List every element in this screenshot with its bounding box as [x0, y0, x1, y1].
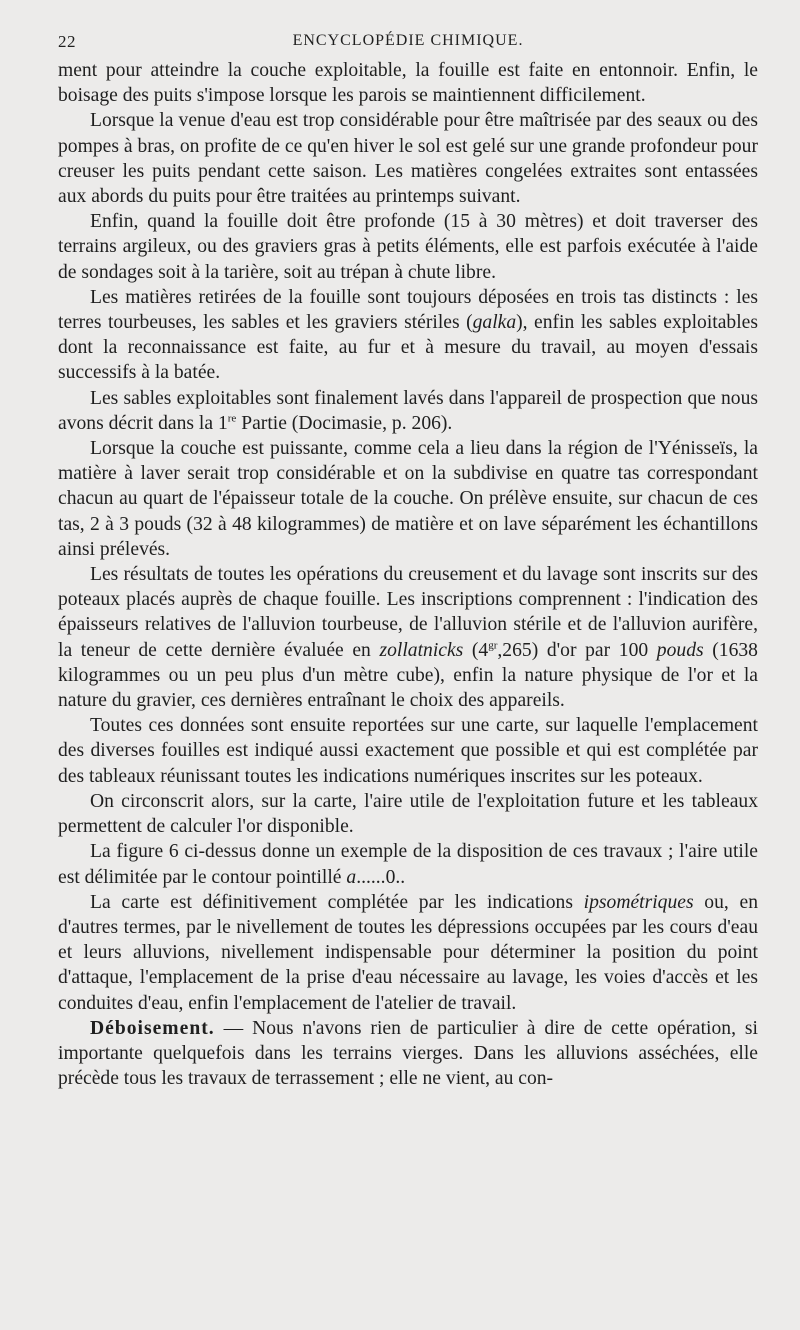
text-run: Partie (Docimasie, p. 206). [236, 412, 453, 434]
italic-term: ipsométriques [583, 891, 694, 913]
paragraph [58, 839, 758, 889]
body-text [58, 58, 758, 1091]
italic-term: zollatnicks [379, 639, 464, 661]
paragraph: Toutes ces données sont ensuite reportées sur une carte, sur laquelle l'emplacement des diverses fouilles est indiqué aussi exactement que possible et qui est complétée par des tableaux réunissant toutes les indications numériques inscrites sur les poteaux. [58, 715, 758, 787]
paragraph: On circonscrit alors, sur la carte, l'aire utile de l'exploitation future et les tableaux permettent de calculer l'or disponible. [58, 790, 758, 838]
paragraph [58, 890, 758, 1016]
italic-term: pouds [656, 639, 704, 661]
paragraph: Enfin, quand la fouille doit être profonde (15 à 30 mètres) et doit traverser des terrains argileux, ou des graviers gras à petits éléments, elle est parfois exécutée à l'aide de sondages soit à la tarière, soit au trépan à chute libre. [58, 211, 758, 283]
paragraph: Lorsque la venue d'eau est trop considérable pour être maîtrisée par des seaux ou des pompes à bras, on profite de ce qu'en hiver le sol est gelé sur une grande profondeur pour creuser les puits pendant cette saison. Les matières congelées extraites sont entassées aux abords du puits pour être traitées au printemps suivant. [58, 110, 758, 208]
italic-term: a [346, 866, 357, 888]
text-run: Les sables exploitables sont finalement lavés dans l'appareil de prospection que nous avons décrit dans la 1 [58, 387, 758, 434]
paragraph [58, 285, 758, 386]
paragraph [58, 386, 758, 436]
text-run: ,265) d'or par 100 [497, 639, 657, 661]
text-run: Les résultats de toutes les opérations du creusement et du lavage sont inscrits sur des poteaux placés auprès de chaque fouille. Les inscriptions comprennent : l'indication des épaisseurs relatives de l'alluvion tourbeuse, de l'alluvion stérile et de l'alluvion aurifère, la teneur de cette dernière évaluée en [58, 564, 758, 661]
text-run: ou, en d'autres termes, par le nivellement de toutes les dépressions occupées par les cours d'eau et leurs alluvions, nivellement indispensable pour déterminer la position du point d'attaque, l'emplacement de la prise d'eau nécessaire au lavage, les voies d'accès et les conduites d'eau, enfin l'emplacement de l'atelier de travail. [58, 891, 758, 1014]
paragraph: ment pour atteindre la couche exploitable, la fouille est faite en entonnoir. Enfin, le boisage des puits s'impose lorsque les parois se maintiennent difficilement. [58, 60, 758, 107]
superscript: re [227, 412, 237, 425]
section-title: Déboisement. [90, 1017, 215, 1039]
paragraph: Lorsque la couche est puissante, comme cela a lieu dans la région de l'Yénisseïs, la matière à laver serait trop considérable et on la subdivise en quatre tas correspondant chacun au quart de l'épaisseur totale de la couche. On prélève ensuite, sur chacun de ces tas, 2 à 3 pouds (32 à 48 kilogrammes) de matière et on lave séparément les échantillons ainsi prélevés. [58, 438, 758, 560]
page-header [58, 28, 758, 58]
text-run: ......0.. [356, 866, 406, 888]
text-run: (1638 kilogrammes ou un peu plus d'un mètre cube), enfin la nature physique de l'or et la nature du gravier, ces dernières entraînant le choix des appareils. [58, 639, 758, 712]
text-run: (4 [463, 639, 489, 661]
text-run: La carte est définitivement complétée par les indications [90, 891, 584, 913]
superscript: gr [488, 639, 498, 652]
italic-term: galka [472, 312, 517, 334]
section-paragraph [58, 1016, 758, 1092]
text-run: Les matières retirées de la fouille sont toujours déposées en trois tas distincts : les terres tourbeuses, les sables et les graviers stériles ( [58, 286, 758, 334]
text-run: — Nous n'avons rien de particulier à dire de cette opération, si importante quelquefois dans les terrains vierges. Dans les alluvions asséchées, elle précède tous les travaux de terrassement ; elle ne vient, au con- [58, 1017, 758, 1090]
text-run: La figure 6 ci-dessus donne un exemple de la disposition de ces travaux ; l'aire utile est délimitée par le contour pointillé [58, 841, 758, 888]
page-number: 22 [58, 32, 76, 51]
paragraph [58, 562, 758, 713]
running-title: ENCYCLOPÉDIE CHIMIQUE. [292, 32, 524, 49]
text-run: ), enfin les sables exploitables dont la reconnaissance est faite, au fur et à mesure du travail, au moyen d'essais successifs à la batée. [58, 312, 758, 384]
